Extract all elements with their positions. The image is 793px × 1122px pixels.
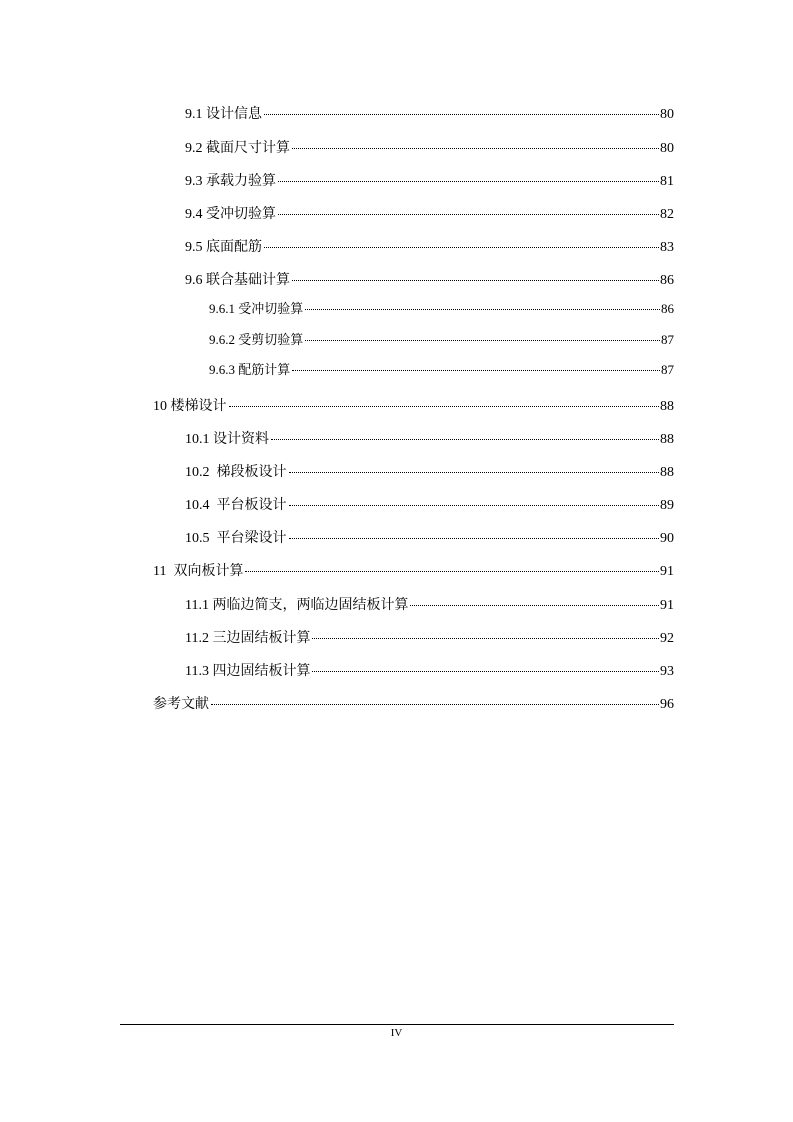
toc-entry[interactable]	[185, 236, 674, 257]
toc-entry-page: 86	[660, 273, 674, 288]
toc-entry-page: 81	[660, 174, 674, 189]
toc-entry-page: 91	[660, 564, 674, 579]
toc-entry-title: 9.2 截面尺寸计算	[185, 141, 290, 156]
toc-dot-leader	[271, 425, 659, 440]
toc-dot-leader	[305, 295, 660, 310]
toc-entry[interactable]	[185, 170, 674, 191]
toc-entry-page: 80	[660, 107, 674, 122]
toc-entry-title: 9.6.1 受冲切验算	[209, 301, 304, 316]
toc-entry-page: 92	[660, 631, 674, 646]
toc-entry-page: 89	[660, 498, 674, 513]
toc-entry-title: 参考文献	[153, 697, 209, 712]
toc-entry-title: 9.5 底面配筋	[185, 240, 262, 255]
toc-dot-leader	[264, 100, 659, 115]
toc-entry-page: 93	[660, 664, 674, 679]
toc-entry[interactable]	[209, 298, 674, 318]
toc-entry-page: 87	[661, 362, 674, 377]
toc-entry-title: 10 楼梯设计	[153, 399, 227, 414]
toc-entry-page: 90	[660, 531, 674, 546]
toc-dot-leader	[312, 624, 659, 639]
toc-entry-title: 11.3 四边固结板计算	[185, 664, 311, 679]
toc-dot-leader	[278, 167, 659, 182]
toc-entry-page: 88	[660, 399, 674, 414]
toc-entry-title: 11.1 两临边简支，两临边固结板计算	[185, 598, 409, 613]
toc-entry-page: 86	[661, 301, 674, 316]
toc-entry[interactable]	[209, 329, 674, 349]
toc-entry-page: 91	[660, 598, 674, 613]
toc-entry-title: 10.4 平台板设计	[185, 498, 287, 513]
toc-dot-leader	[292, 134, 659, 149]
toc-entry[interactable]	[185, 137, 674, 158]
toc-entry-title: 9.6.3 配筋计算	[209, 362, 291, 377]
toc-entry-title: 9.4 受冲切验算	[185, 207, 276, 222]
toc-entry[interactable]	[185, 461, 674, 482]
toc-entry-page: 80	[660, 141, 674, 156]
toc-entry-page: 88	[660, 432, 674, 447]
toc-entry-title: 9.6.2 受剪切验算	[209, 332, 304, 347]
footer-divider	[120, 1024, 674, 1025]
toc-entry-page: 83	[660, 240, 674, 255]
toc-entry[interactable]	[185, 269, 674, 290]
toc-entry[interactable]	[153, 693, 674, 714]
toc-entry-title: 10.1 设计资料	[185, 432, 269, 447]
toc-entry[interactable]	[185, 103, 674, 124]
toc-dot-leader	[264, 233, 659, 248]
toc-entry-page: 96	[660, 697, 674, 712]
toc-dot-leader	[289, 491, 660, 506]
toc-entry-page: 87	[661, 332, 674, 347]
toc-entry-title: 9.1 设计信息	[185, 107, 262, 122]
toc-entry[interactable]	[153, 395, 674, 416]
toc-entry-title: 11 双向板计算	[153, 564, 244, 579]
toc-entry[interactable]	[185, 428, 674, 449]
toc-dot-leader	[292, 356, 660, 371]
toc-entry-title: 9.3 承载力验算	[185, 174, 276, 189]
toc-dot-leader	[289, 458, 660, 473]
toc-dot-leader	[312, 657, 659, 672]
toc-dot-leader	[292, 266, 659, 281]
toc-dot-leader	[305, 326, 660, 341]
toc-entry[interactable]	[185, 203, 674, 224]
toc-entry[interactable]	[153, 560, 674, 581]
toc-dot-leader	[245, 557, 659, 572]
toc-dot-leader	[211, 690, 659, 705]
toc-entry-page: 82	[660, 207, 674, 222]
toc-entry[interactable]	[185, 494, 674, 515]
toc-entry[interactable]	[185, 627, 674, 648]
toc-entry[interactable]	[185, 660, 674, 681]
toc-dot-leader	[229, 392, 660, 407]
toc-entry-title: 11.2 三边固结板计算	[185, 631, 311, 646]
toc-entry-title: 10.2 梯段板设计	[185, 465, 287, 480]
toc-entry[interactable]	[209, 359, 674, 379]
toc-entry[interactable]	[185, 527, 674, 548]
toc-dot-leader	[289, 524, 660, 539]
toc-entry-page: 88	[660, 465, 674, 480]
toc-dot-leader	[410, 591, 659, 606]
toc-dot-leader	[278, 200, 659, 215]
toc-entry-title: 10.5 平台梁设计	[185, 531, 287, 546]
page-number: IV	[390, 1027, 403, 1039]
toc-entry-title: 9.6 联合基础计算	[185, 273, 290, 288]
toc-entry[interactable]	[185, 594, 674, 615]
